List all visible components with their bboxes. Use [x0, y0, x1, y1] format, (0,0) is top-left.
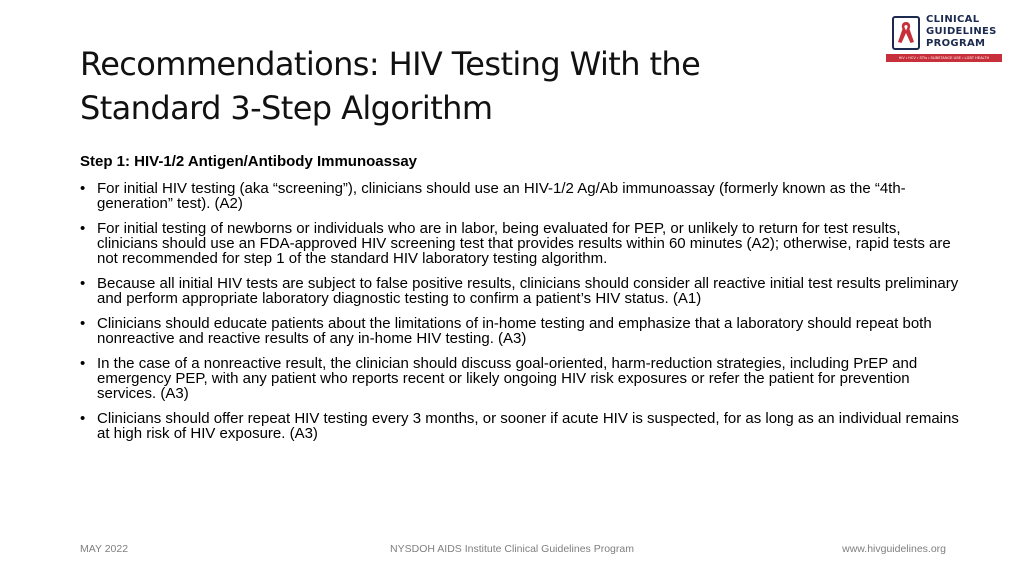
list-item: [80, 181, 960, 211]
bullet-icon: •: [80, 410, 86, 427]
bullet-icon: •: [80, 220, 86, 237]
list-item-text: Clinicians should offer repeat HIV testing every 3 months, or sooner if acute HIV is suspected, for as long as an individual remains at high risk of HIV exposure. (A3): [97, 410, 959, 442]
footer-website-link[interactable]: www.hivguidelines.org: [842, 543, 946, 555]
list-item: [80, 221, 960, 266]
clinical-guidelines-program-logo: [884, 12, 1004, 64]
list-item-text: For initial HIV testing (aka “screening”), clinicians should use an HIV-1/2 Ag/Ab immunoassay (formerly known as the “4th-generation” test). (A2): [97, 180, 906, 212]
logo-text-line-2: GUIDELINES: [926, 26, 997, 37]
logo-text: [926, 14, 997, 50]
slide-title-line-2: Standard 3-Step Algorithm: [80, 89, 493, 127]
recommendation-list: [80, 181, 960, 441]
logo-text-line-3: PROGRAM: [926, 38, 986, 49]
list-item: [80, 356, 960, 401]
red-ribbon-icon: [894, 18, 918, 48]
bullet-icon: •: [80, 355, 86, 372]
list-item: [80, 316, 960, 346]
footer-date: MAY 2022: [80, 543, 129, 555]
list-item-text: Because all initial HIV tests are subject to false positive results, clinicians should consider all reactive initial test results preliminary and perform appropriate laboratory diagnostic testing to confirm a patient’s HIV status. (A1): [97, 275, 959, 307]
logo-text-line-1: CLINICAL: [926, 14, 980, 25]
list-item-text: For initial testing of newborns or individuals who are in labor, being evaluated for PEP, or unlikely to return for test results, clinicians should use an FDA-approved HIV screening test that provides results within 60 minutes (A2); otherwise, rapid tests are not recommended for step 1 of the standard HIV laboratory testing algorithm.: [97, 220, 951, 267]
list-item: [80, 276, 960, 306]
slide-body: [80, 154, 960, 451]
list-item-text: In the case of a nonreactive result, the clinician should discuss goal-oriented, harm-reduction strategies, including PrEP and emergency PEP, with any patient who reports recent or likely ongoing HIV risk exposures or refer the patient for prevention services. (A3): [97, 355, 918, 402]
logo-frame: [892, 16, 920, 50]
list-item: [80, 411, 960, 441]
list-item-text: Clinicians should educate patients about the limitations of in-home testing and emphasize that a laboratory should repeat both nonreactive and reactive results of any in-home HIV testing. (A3): [97, 315, 932, 347]
bullet-icon: •: [80, 315, 86, 332]
bullet-icon: •: [80, 275, 86, 292]
logo-tagline-bar: HIV • HCV • STIs • SUBSTANCE USE • LGBT HEALTH: [886, 54, 1002, 62]
footer-program: NYSDOH AIDS Institute Clinical Guidelines Program: [390, 543, 634, 555]
bullet-icon: •: [80, 180, 86, 197]
step-heading: Step 1: HIV-1/2 Antigen/Antibody Immunoassay: [80, 153, 418, 170]
slide-title-line-1: Recommendations: HIV Testing With the: [80, 45, 701, 83]
slide-title: [80, 42, 840, 130]
